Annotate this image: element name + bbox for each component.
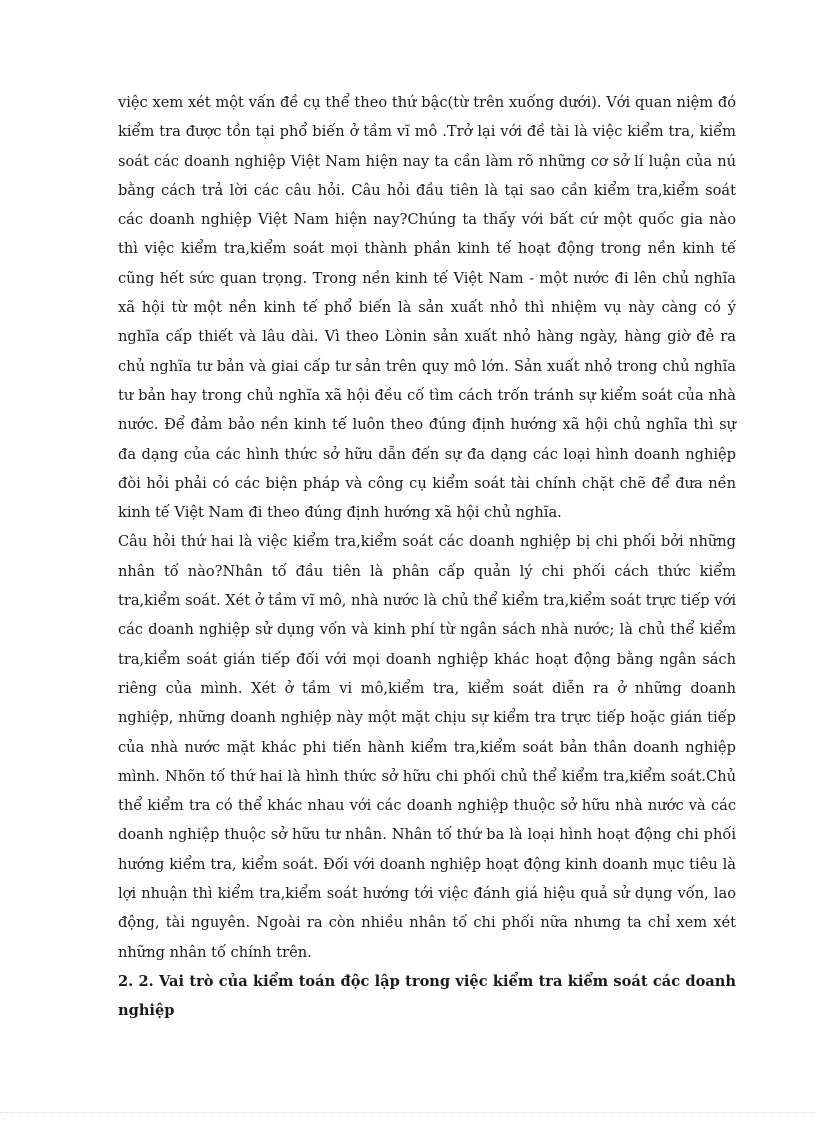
document-page — [118, 88, 736, 1026]
body-paragraph-2 — [118, 527, 736, 966]
paragraph-text: Câu hỏi thứ hai là việc kiểm tra,kiểm soát các doanh nghiệp bị chi phối bởi những nhân tố nào?Nhân tố đầu tiên là phân cấp quản lý chi phối cách thức kiểm tra,kiểm soát. Xét ở tầm vĩ mô, nhà nước là chủ thể kiểm tra,kiểm soát trực tiếp với các doanh nghiệp sử dụng vốn và kinh phí từ ngân sách nhà nước; là chủ thể kiểm tra,kiểm soát gián tiếp đối với mọi doanh nghiệp khác hoạt động bằng ngân sách riêng của mình. Xét ở tầm vi mô,kiểm tra, kiểm soát diễn ra ở những doanh nghiệp, những doanh nghiệp này một mặt chịu sự kiểm tra trực tiếp hoặc gián tiếp của nhà nước mặt khác phi tiến hành kiểm tra,kiểm soát bản thân doanh nghiệp mình. Nhõn tố thứ hai là hình thức sở hữu chi phối chủ thể kiểm tra,kiểm soát.Chủ thể kiểm tra có thể khác nhau với các doanh nghiệp thuộc sở hữu nhà nước và các doanh nghiệp thuộc sở hữu tư nhân. Nhân tố thứ ba là loại hình hoạt động chi phối hướng kiểm tra, kiểm soát. Đối với doanh nghiệp hoạt động kinh doanh mục tiêu là lợi nhuận thì kiểm tra,kiểm soát hướng tới việc đánh giá hiệu quả sử dụng vốn, lao động, tài nguyên. Ngoài ra còn nhiều nhân tố chi phối nữa nhưng ta chỉ xem xét những nhân tố chính trên. — [118, 533, 736, 961]
paragraph-text: việc xem xét một vấn đề cụ thể theo thứ bậc(từ trên xuống dưới). Với quan niệm đó kiểm tra được tồn tại phổ biến ở tầm vĩ mô .Trở lại với đề tài là việc kiểm tra, kiểm soát các doanh nghiệp Việt Nam hiện nay ta cần làm rõ những cơ sở lí luận của nú bằng cách trả lời các câu hỏi. Câu hỏi đầu tiên là tại sao cần kiểm tra,kiểm soát các doanh nghiệp Việt Nam hiện nay?Chúng ta thấy với bất cứ một quốc gia nào thì việc kiểm tra,kiểm soát mọi thành phần kinh tế hoạt động trong nền kinh tế cũng hết sức quan trọng. Trong nền kinh tế Việt Nam - một nước đi lên chủ nghĩa xã hội từ một nền kinh tế phổ biến là sản xuất nhỏ thì nhiệm vụ này càng có ý nghĩa cấp thiết và lâu dài. Vì theo Lònin sản xuất nhỏ hàng ngày, hàng giờ đẻ ra chủ nghĩa tư bản và giai cấp tư sản trên quy mô lớn. Sản xuất nhỏ trong chủ nghĩa tư bản hay trong chủ nghĩa xã hội đều cố tìm cách trốn tránh sự kiểm soát của nhà nước. Để đảm bảo nền kinh tế luôn theo đúng định hướng xã hội chủ nghĩa thì sự đa dạng của các hình thức sở hữu dẫn đến sự đa dạng các loại hình doanh nghiệp đòi hỏi phải có các biện pháp và công cụ kiểm soát tài chính chặt chẽ để đưa nền kinh tế Việt Nam đi theo đúng định hướng xã hội chủ nghĩa. — [118, 94, 736, 522]
page-bottom-divider — [0, 1112, 816, 1113]
body-paragraph-1 — [118, 88, 736, 527]
section-heading: 2. 2. Vai trò của kiểm toán độc lập trong việc kiểm tra kiểm soát các doanh nghiệp — [118, 972, 736, 1020]
